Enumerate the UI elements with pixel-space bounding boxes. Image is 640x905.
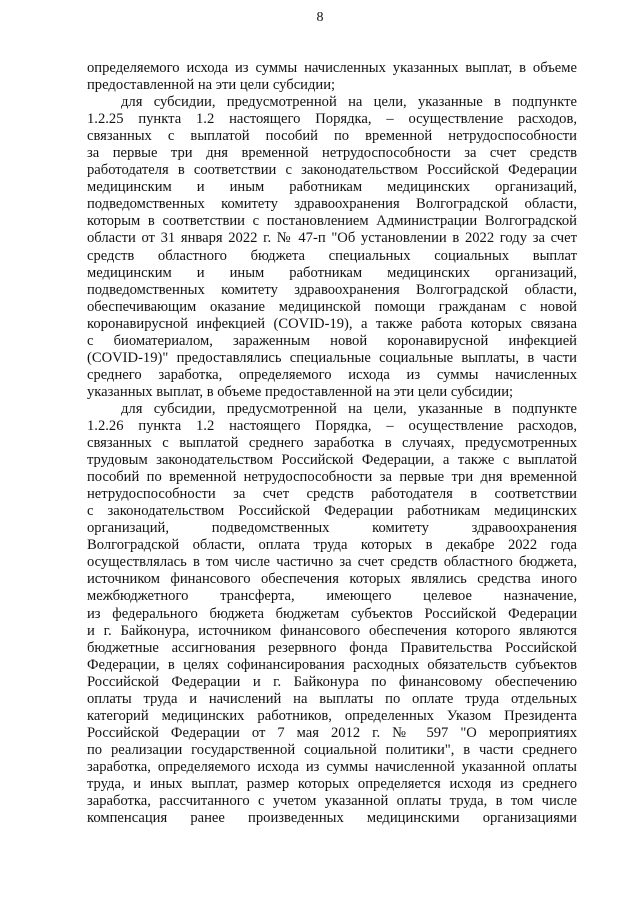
text-line: с законодательством Российской Федерации работникам медицинских xyxy=(87,503,577,520)
page-number: 8 xyxy=(316,10,324,25)
text-line: медицинским и иным работникам медицинских организаций, xyxy=(87,264,577,281)
document-body xyxy=(87,60,577,827)
text-line: заработка, определяемого исхода из суммы начисленной указанной оплаты xyxy=(87,758,577,775)
text-line: заработка, рассчитанного с учетом указанной оплаты труда, в том числе xyxy=(87,793,577,810)
text-line: нетрудоспособности за счет средств работодателя в соответствии xyxy=(87,486,577,503)
text-line: за первые три дня временной нетрудоспособности за счет средств xyxy=(87,145,577,162)
text-line: для субсидии, предусмотренной на цели, указанные в подпункте xyxy=(121,400,577,417)
text-line: организаций, подведомственных комитету здравоохранения xyxy=(87,520,577,537)
text-line: средств областного бюджета специальных социальных выплат xyxy=(87,247,577,264)
text-line: оплаты труда и начислений на выплаты по оплате труда отдельных xyxy=(87,690,577,707)
text-line: 1.2.25 пункта 1.2 настоящего Порядка, – осуществление расходов, xyxy=(87,111,577,128)
text-line: Волгоградской области, оплата труда которых в декабре 2022 года xyxy=(87,537,577,554)
text-line: области от 31 января 2022 г. № 47-п "Об установлении в 2022 году за счет xyxy=(87,230,577,247)
text-line: Российской Федерации и г. Байконура по финансовому обеспечению xyxy=(87,673,577,690)
text-line: межбюджетного трансферта, имеющего целевое назначение, xyxy=(87,588,577,605)
text-line: которым в соответствии с постановлением Администрации Волгоградской xyxy=(87,213,577,230)
text-line: связанных с выплатой пособий по временной нетрудоспособности xyxy=(87,128,577,145)
text-line: подведомственных комитету здравоохранения Волгоградской области, xyxy=(87,196,577,213)
text-line: бюджетные ассигнования резервного фонда Правительства Российской xyxy=(87,639,577,656)
text-line: труда, и иных выплат, размер которых определяется исходя из среднего xyxy=(87,775,577,792)
text-line: из федерального бюджета бюджетам субъектов Российской Федерации xyxy=(87,605,577,622)
text-line: подведомственных комитету здравоохранения Волгоградской области, xyxy=(87,281,577,298)
text-line: (COVID-19)" предоставлялись специальные социальные выплаты, в части xyxy=(87,349,577,366)
text-line: пособий по временной нетрудоспособности за первые три дня временной xyxy=(87,469,577,486)
text-line: Российской Федерации от 7 мая 2012 г. № 597 "О мероприятиях xyxy=(87,724,577,741)
text-line: для субсидии, предусмотренной на цели, указанные в подпункте xyxy=(121,94,577,111)
text-line: работодателя в соответствии с законодательством Российской Федерации xyxy=(87,162,577,179)
text-line: среднего заработка, определяемого исхода из суммы начисленных xyxy=(87,366,577,383)
paragraph xyxy=(87,94,577,401)
text-line: источником финансового обеспечения которых являлись средства иного xyxy=(87,571,577,588)
text-line: указанных выплат, в объеме предоставленной на эти цели субсидии; xyxy=(87,383,514,400)
text-line: осуществлялась в том числе частично за счет средств областного бюджета, xyxy=(87,554,577,571)
text-line: компенсация ранее произведенных медицинскими организациями xyxy=(87,810,577,827)
text-line: медицинским и иным работникам медицинских организаций, xyxy=(87,179,577,196)
text-line: предоставленной на эти цели субсидии; xyxy=(87,77,336,94)
text-line: коронавирусной инфекцией (COVID-19), а также работа которых связана xyxy=(87,315,577,332)
text-line: и г. Байконура, источником финансового обеспечения которого являются xyxy=(87,622,577,639)
text-line: категорий медицинских работников, определенных Указом Президента xyxy=(87,707,577,724)
paragraph xyxy=(87,401,577,827)
text-line: связанных с выплатой среднего заработка в случаях, предусмотренных xyxy=(87,435,577,452)
text-line: 1.2.26 пункта 1.2 настоящего Порядка, – осуществление расходов, xyxy=(87,417,577,434)
text-line: определяемого исхода из суммы начисленных указанных выплат, в объеме xyxy=(87,60,577,76)
text-line: обеспечивающим оказание медицинской помощи гражданам с новой xyxy=(87,298,577,315)
text-line: по реализации государственной социальной политики", в части среднего xyxy=(87,741,577,758)
text-line: трудовым законодательством Российской Федерации, а также с выплатой xyxy=(87,452,577,469)
text-line: Федерации, в целях софинансирования расходных обязательств субъектов xyxy=(87,656,577,673)
paragraph xyxy=(87,60,577,94)
text-line: с биоматериалом, зараженным новой коронавирусной инфекцией xyxy=(87,332,577,349)
